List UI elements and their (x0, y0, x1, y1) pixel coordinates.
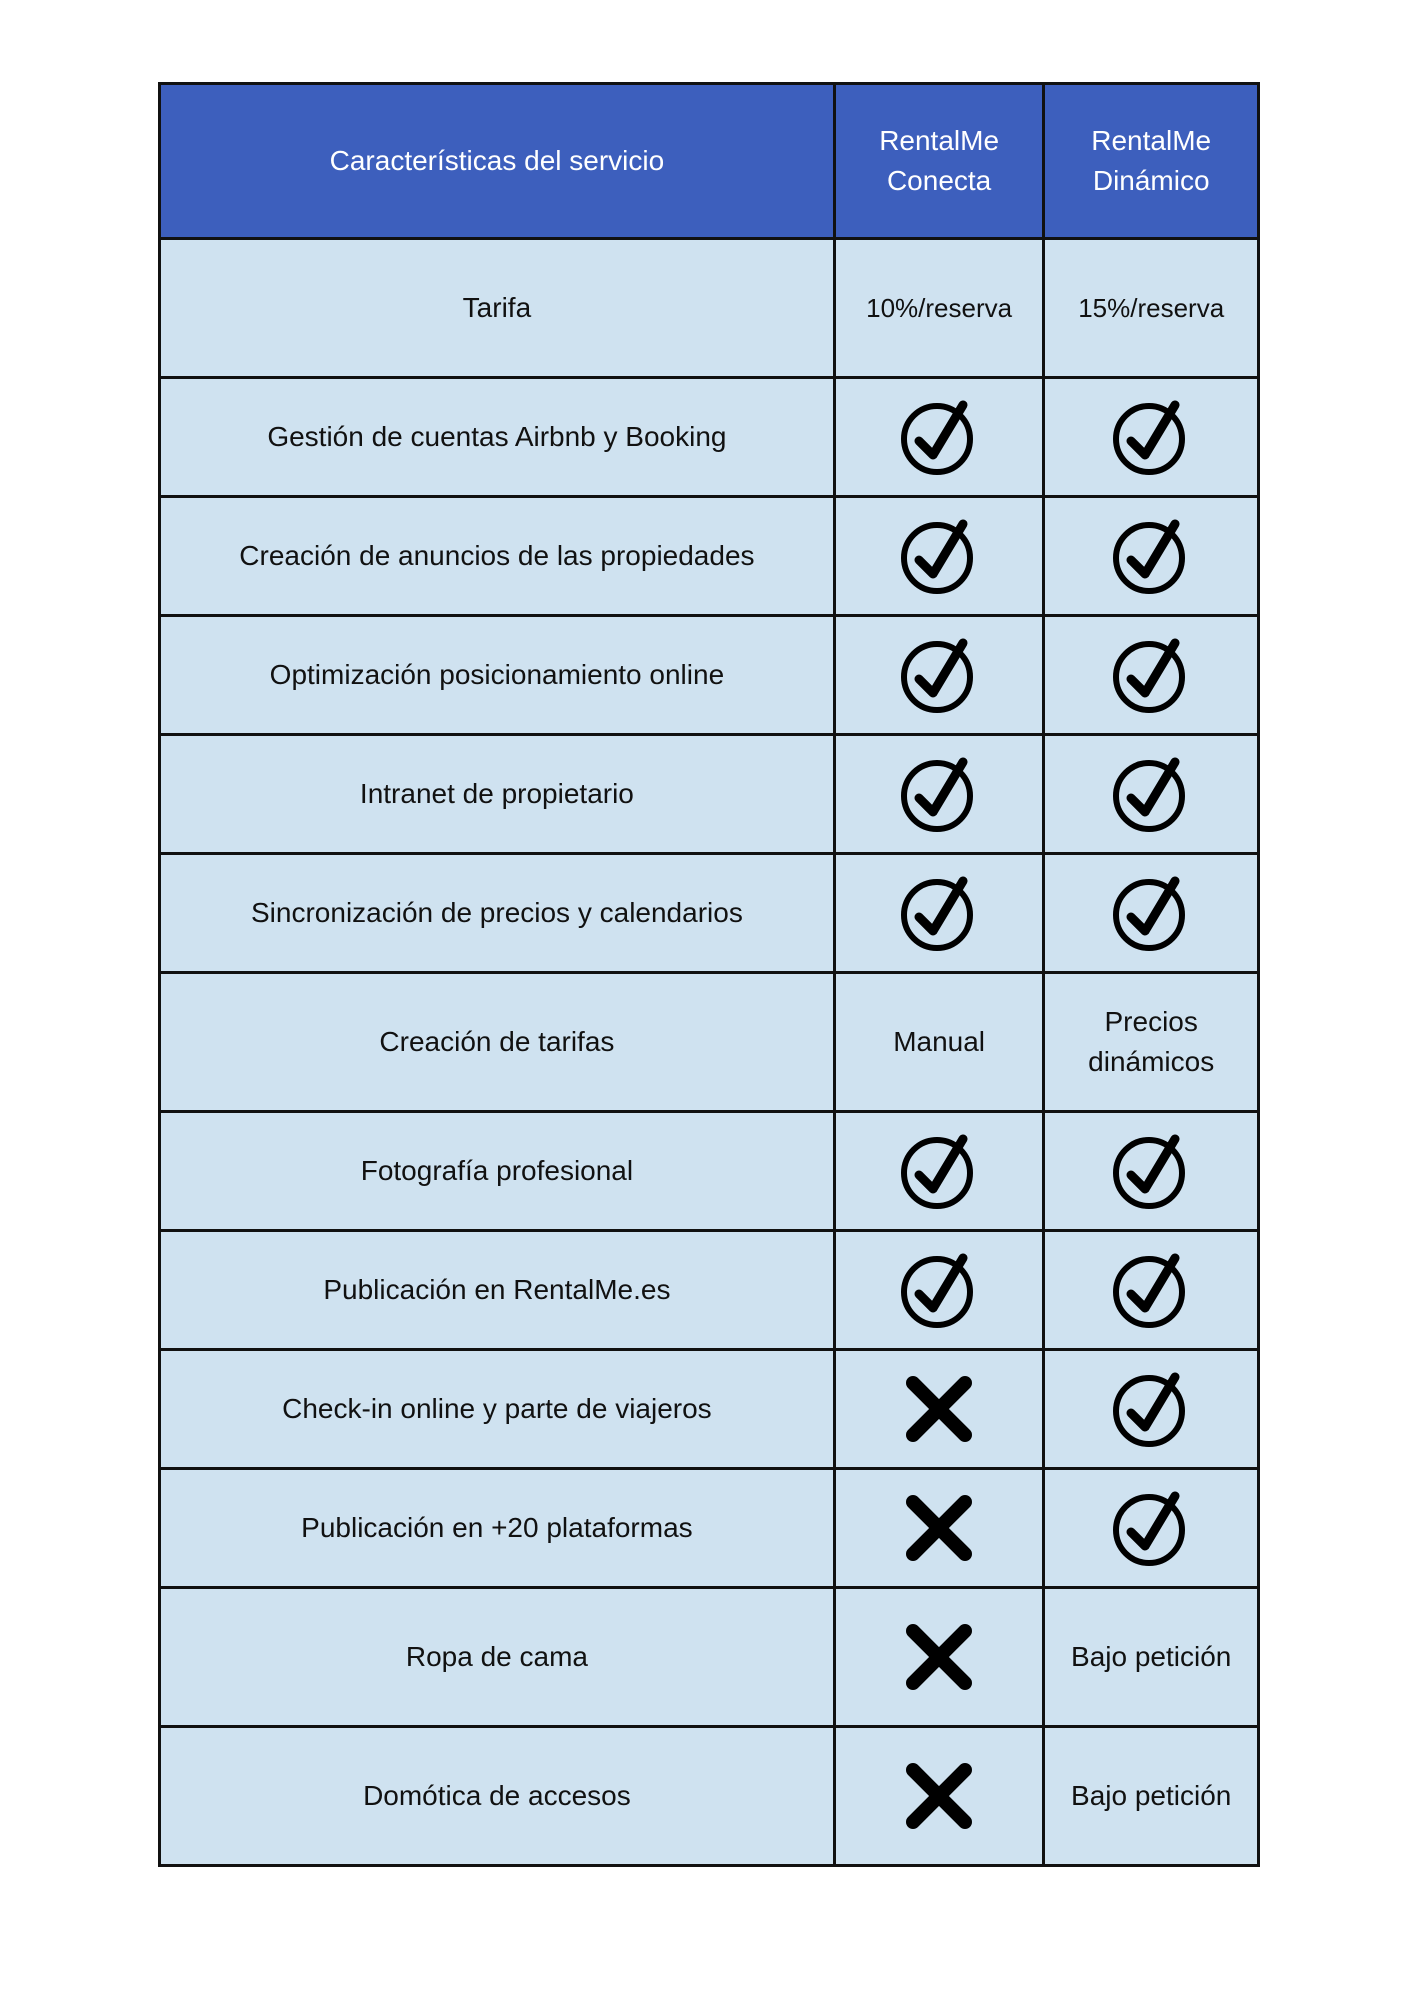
cross-icon (899, 1617, 979, 1697)
check-circle-icon (899, 1250, 979, 1330)
table-row (160, 239, 1259, 378)
header-features: Características del servicio (160, 84, 835, 239)
cell-plan-conecta (834, 1588, 1044, 1727)
cell-plan-conecta (834, 1469, 1044, 1588)
cell-plan-conecta: 10%/reserva (834, 239, 1044, 378)
check-circle-icon (1111, 873, 1191, 953)
table-row (160, 1588, 1259, 1727)
cell-plan-dinamico (1044, 1112, 1259, 1231)
check-circle-icon (1111, 1131, 1191, 1211)
cell-plan-conecta (834, 378, 1044, 497)
service-comparison-table (158, 82, 1260, 1867)
cell-plan-conecta (834, 854, 1044, 973)
header-plan-dinamico: RentalMe Dinámico (1044, 84, 1259, 239)
feature-label: Creación de tarifas (160, 973, 835, 1112)
table-row (160, 735, 1259, 854)
table-row (160, 1112, 1259, 1231)
feature-label: Optimización posicionamiento online (160, 616, 835, 735)
table-row (160, 616, 1259, 735)
feature-label: Sincronización de precios y calendarios (160, 854, 835, 973)
table-row (160, 1727, 1259, 1866)
cell-plan-dinamico: Bajo petición (1044, 1588, 1259, 1727)
table-row (160, 854, 1259, 973)
table-row (160, 497, 1259, 616)
table-row (160, 378, 1259, 497)
cell-plan-dinamico: 15%/reserva (1044, 239, 1259, 378)
cell-plan-dinamico (1044, 1469, 1259, 1588)
check-circle-icon (1111, 754, 1191, 834)
feature-label: Intranet de propietario (160, 735, 835, 854)
cell-plan-conecta (834, 1112, 1044, 1231)
table-header-row (160, 84, 1259, 239)
cell-plan-conecta (834, 497, 1044, 616)
cell-plan-dinamico: Bajo petición (1044, 1727, 1259, 1866)
table-body (160, 239, 1259, 1866)
check-circle-icon (1111, 516, 1191, 596)
cell-plan-dinamico (1044, 735, 1259, 854)
cross-icon (899, 1488, 979, 1568)
cell-plan-conecta (834, 1350, 1044, 1469)
cell-plan-dinamico (1044, 378, 1259, 497)
check-circle-icon (1111, 397, 1191, 477)
cell-plan-dinamico (1044, 854, 1259, 973)
cell-plan-conecta (834, 1727, 1044, 1866)
check-circle-icon (1111, 635, 1191, 715)
feature-label: Tarifa (160, 239, 835, 378)
cell-plan-conecta (834, 1231, 1044, 1350)
cell-plan-conecta (834, 735, 1044, 854)
table-row (160, 1469, 1259, 1588)
check-circle-icon (899, 397, 979, 477)
check-circle-icon (1111, 1488, 1191, 1568)
check-circle-icon (899, 635, 979, 715)
cell-plan-dinamico (1044, 497, 1259, 616)
check-circle-icon (1111, 1250, 1191, 1330)
feature-label: Check-in online y parte de viajeros (160, 1350, 835, 1469)
cross-icon (899, 1756, 979, 1836)
cell-plan-dinamico: Precios dinámicos (1044, 973, 1259, 1112)
cross-icon (899, 1369, 979, 1449)
feature-label: Ropa de cama (160, 1588, 835, 1727)
cell-plan-dinamico (1044, 1231, 1259, 1350)
feature-label: Creación de anuncios de las propiedades (160, 497, 835, 616)
cell-plan-dinamico (1044, 616, 1259, 735)
cell-plan-conecta (834, 616, 1044, 735)
feature-label: Publicación en +20 plataformas (160, 1469, 835, 1588)
feature-label: Fotografía profesional (160, 1112, 835, 1231)
check-circle-icon (899, 873, 979, 953)
table-row (160, 973, 1259, 1112)
cell-plan-conecta: Manual (834, 973, 1044, 1112)
cell-plan-dinamico (1044, 1350, 1259, 1469)
feature-label: Domótica de accesos (160, 1727, 835, 1866)
feature-label: Gestión de cuentas Airbnb y Booking (160, 378, 835, 497)
check-circle-icon (1111, 1369, 1191, 1449)
table-row (160, 1350, 1259, 1469)
header-plan-conecta: RentalMe Conecta (834, 84, 1044, 239)
check-circle-icon (899, 754, 979, 834)
feature-label: Publicación en RentalMe.es (160, 1231, 835, 1350)
check-circle-icon (899, 516, 979, 596)
table-row (160, 1231, 1259, 1350)
check-circle-icon (899, 1131, 979, 1211)
